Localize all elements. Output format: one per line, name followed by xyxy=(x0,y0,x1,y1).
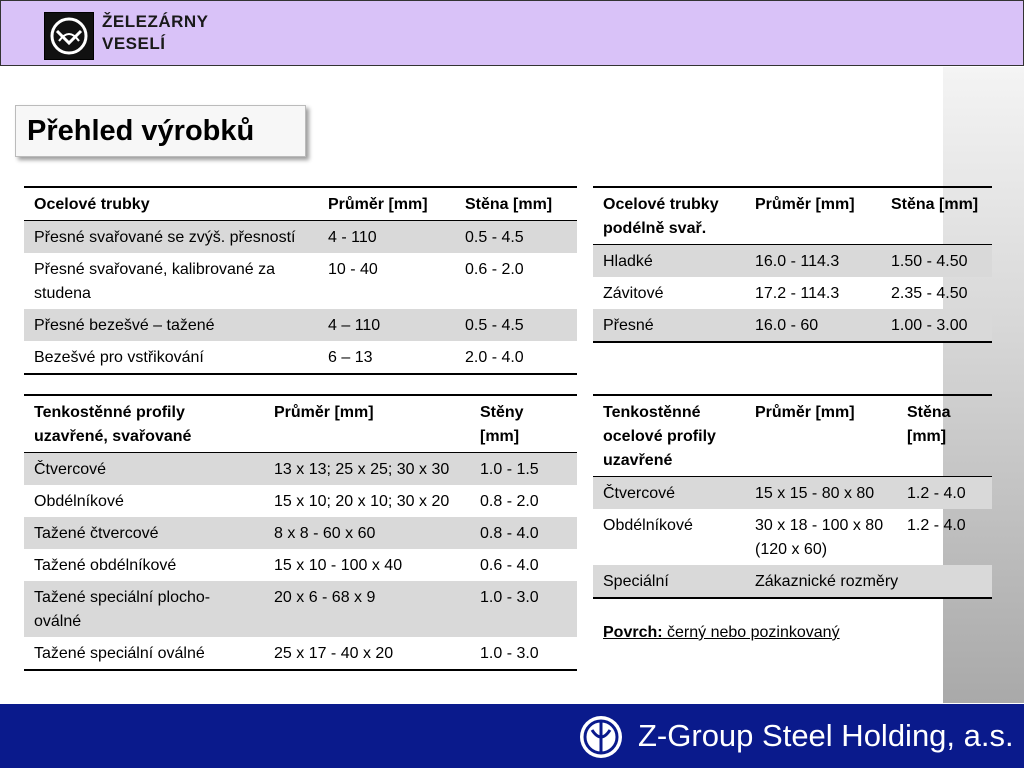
table-cell: Obdélníkové xyxy=(34,493,124,510)
table-cell: Tažené speciální oválné xyxy=(34,645,205,662)
z-group-logo-icon xyxy=(578,714,624,760)
column-header: Průměr [mm] xyxy=(755,196,855,213)
table-cell: Závitové xyxy=(603,285,664,302)
table-cell: 4 – 110 xyxy=(328,317,381,334)
table-cell: 0.8 - 4.0 xyxy=(480,525,539,542)
title-box xyxy=(15,105,306,157)
column-header: Ocelové trubky podélně svař. xyxy=(603,196,719,237)
company-name-line2: VESELÍ xyxy=(102,34,166,53)
table-cell: 0.5 - 4.5 xyxy=(465,317,524,334)
table-row xyxy=(24,549,577,581)
table-header-row xyxy=(593,187,992,245)
table-row xyxy=(593,565,992,598)
table-row xyxy=(24,637,577,670)
column-header: Stěna [mm] xyxy=(891,196,979,213)
company-logo-icon xyxy=(44,12,94,60)
table-cell: 0.6 - 4.0 xyxy=(480,557,539,574)
table-cell: Čtvercové xyxy=(603,485,676,502)
table-row xyxy=(24,221,577,254)
table-cell: 15 x 10; 20 x 10; 30 x 20 xyxy=(274,493,450,510)
table-row xyxy=(24,253,577,309)
table-cell: Přesné svařované, kalibrované za studena xyxy=(34,261,276,302)
table-row xyxy=(24,309,577,341)
table-row xyxy=(24,341,577,374)
table-thin-wall-profiles-welded xyxy=(24,394,577,671)
table-cell: 16.0 - 114.3 xyxy=(755,253,840,270)
table-row xyxy=(24,581,577,637)
table-cell: 1.2 - 4.0 xyxy=(907,485,966,502)
table-cell: 0.6 - 2.0 xyxy=(465,261,524,278)
table-cell: Přesné bezešvé – tažené xyxy=(34,317,215,334)
table-header-row xyxy=(24,187,577,221)
side-decoration xyxy=(943,67,1024,703)
table-steel-tubes xyxy=(24,186,577,375)
table-cell: 1.0 - 3.0 xyxy=(480,645,539,662)
table-cell: Hladké xyxy=(603,253,653,270)
table-cell: 15 x 15 - 80 x 80 xyxy=(755,485,875,502)
table-row xyxy=(24,517,577,549)
column-header: Tenkostěnné profily uzavřené, svařované xyxy=(34,404,192,445)
table-row xyxy=(593,477,992,510)
table-cell: Tažené speciální plocho-oválné xyxy=(34,589,211,630)
table-cell: 1.0 - 1.5 xyxy=(480,461,539,478)
column-header: Tenkostěnné ocelové profily uzavřené xyxy=(603,404,716,469)
table-cell: Čtvercové xyxy=(34,461,107,478)
footer-company-name: Z-Group Steel Holding, a.s. xyxy=(638,718,1014,753)
table-cell: 2.0 - 4.0 xyxy=(465,349,524,366)
table-cell: 1.0 - 3.0 xyxy=(480,589,539,606)
table-cell: 1.2 - 4.0 xyxy=(907,517,966,534)
table-cell: Speciální xyxy=(603,573,669,590)
column-header: Průměr [mm] xyxy=(274,404,374,421)
table-row xyxy=(593,277,992,309)
table-cell: Bezešvé pro vstřikování xyxy=(34,349,204,366)
table-cell: 4 - 110 xyxy=(328,229,377,246)
surface-note xyxy=(603,624,840,642)
column-header: Stěna [mm] xyxy=(907,404,951,445)
table-longitudinal-welded-tubes xyxy=(593,186,992,343)
column-header: Průměr [mm] xyxy=(328,196,428,213)
table-cell: Zákaznické rozměry xyxy=(755,573,899,590)
table-cell: Tažené obdélníkové xyxy=(34,557,177,574)
surface-label: Povrch: xyxy=(603,624,663,641)
column-header: Stěny [mm] xyxy=(480,404,524,445)
table-cell: Přesné svařované se zvýš. přesností xyxy=(34,229,296,246)
table-cell: 1.00 - 3.00 xyxy=(891,317,968,334)
table-thin-wall-steel-profiles xyxy=(593,394,992,599)
column-header: Stěna [mm] xyxy=(465,196,553,213)
table-cell: 6 – 13 xyxy=(328,349,373,366)
table-cell: 15 x 10 - 100 x 40 xyxy=(274,557,403,574)
column-header: Průměr [mm] xyxy=(755,404,855,421)
table-cell: 1.50 - 4.50 xyxy=(891,253,968,270)
table-cell: 2.35 - 4.50 xyxy=(891,285,968,302)
table-row xyxy=(593,245,992,278)
table-row xyxy=(24,453,577,486)
table-cell: 30 x 18 - 100 x 80 (120 x 60) xyxy=(755,517,884,558)
table-cell: Obdélníkové xyxy=(603,517,693,534)
table-cell xyxy=(897,565,992,598)
company-name-line1: ŽELEZÁRNY xyxy=(102,12,209,31)
table-cell: 20 x 6 - 68 x 9 xyxy=(274,589,376,606)
column-header: Ocelové trubky xyxy=(34,196,150,213)
header-bar xyxy=(0,0,1024,66)
table-row xyxy=(593,509,992,565)
table-cell: 8 x 8 - 60 x 60 xyxy=(274,525,376,542)
table-cell: 25 x 17 - 40 x 20 xyxy=(274,645,394,662)
page-title: Přehled výrobků xyxy=(27,115,255,147)
table-cell: 0.8 - 2.0 xyxy=(480,493,539,510)
table-row xyxy=(593,309,992,342)
table-cell: Tažené čtvercové xyxy=(34,525,159,542)
table-row xyxy=(24,485,577,517)
table-cell: Přesné xyxy=(603,317,654,334)
table-cell: 17.2 - 114.3 xyxy=(755,285,840,302)
table-cell: 10 - 40 xyxy=(328,261,378,278)
surface-value: černý nebo pozinkovaný xyxy=(662,624,840,641)
table-cell: 0.5 - 4.5 xyxy=(465,229,524,246)
company-name xyxy=(102,11,209,55)
table-cell: 13 x 13; 25 x 25; 30 x 30 xyxy=(274,461,450,478)
table-header-row xyxy=(24,395,577,453)
table-header-row xyxy=(593,395,992,477)
table-cell: 16.0 - 60 xyxy=(755,317,819,334)
